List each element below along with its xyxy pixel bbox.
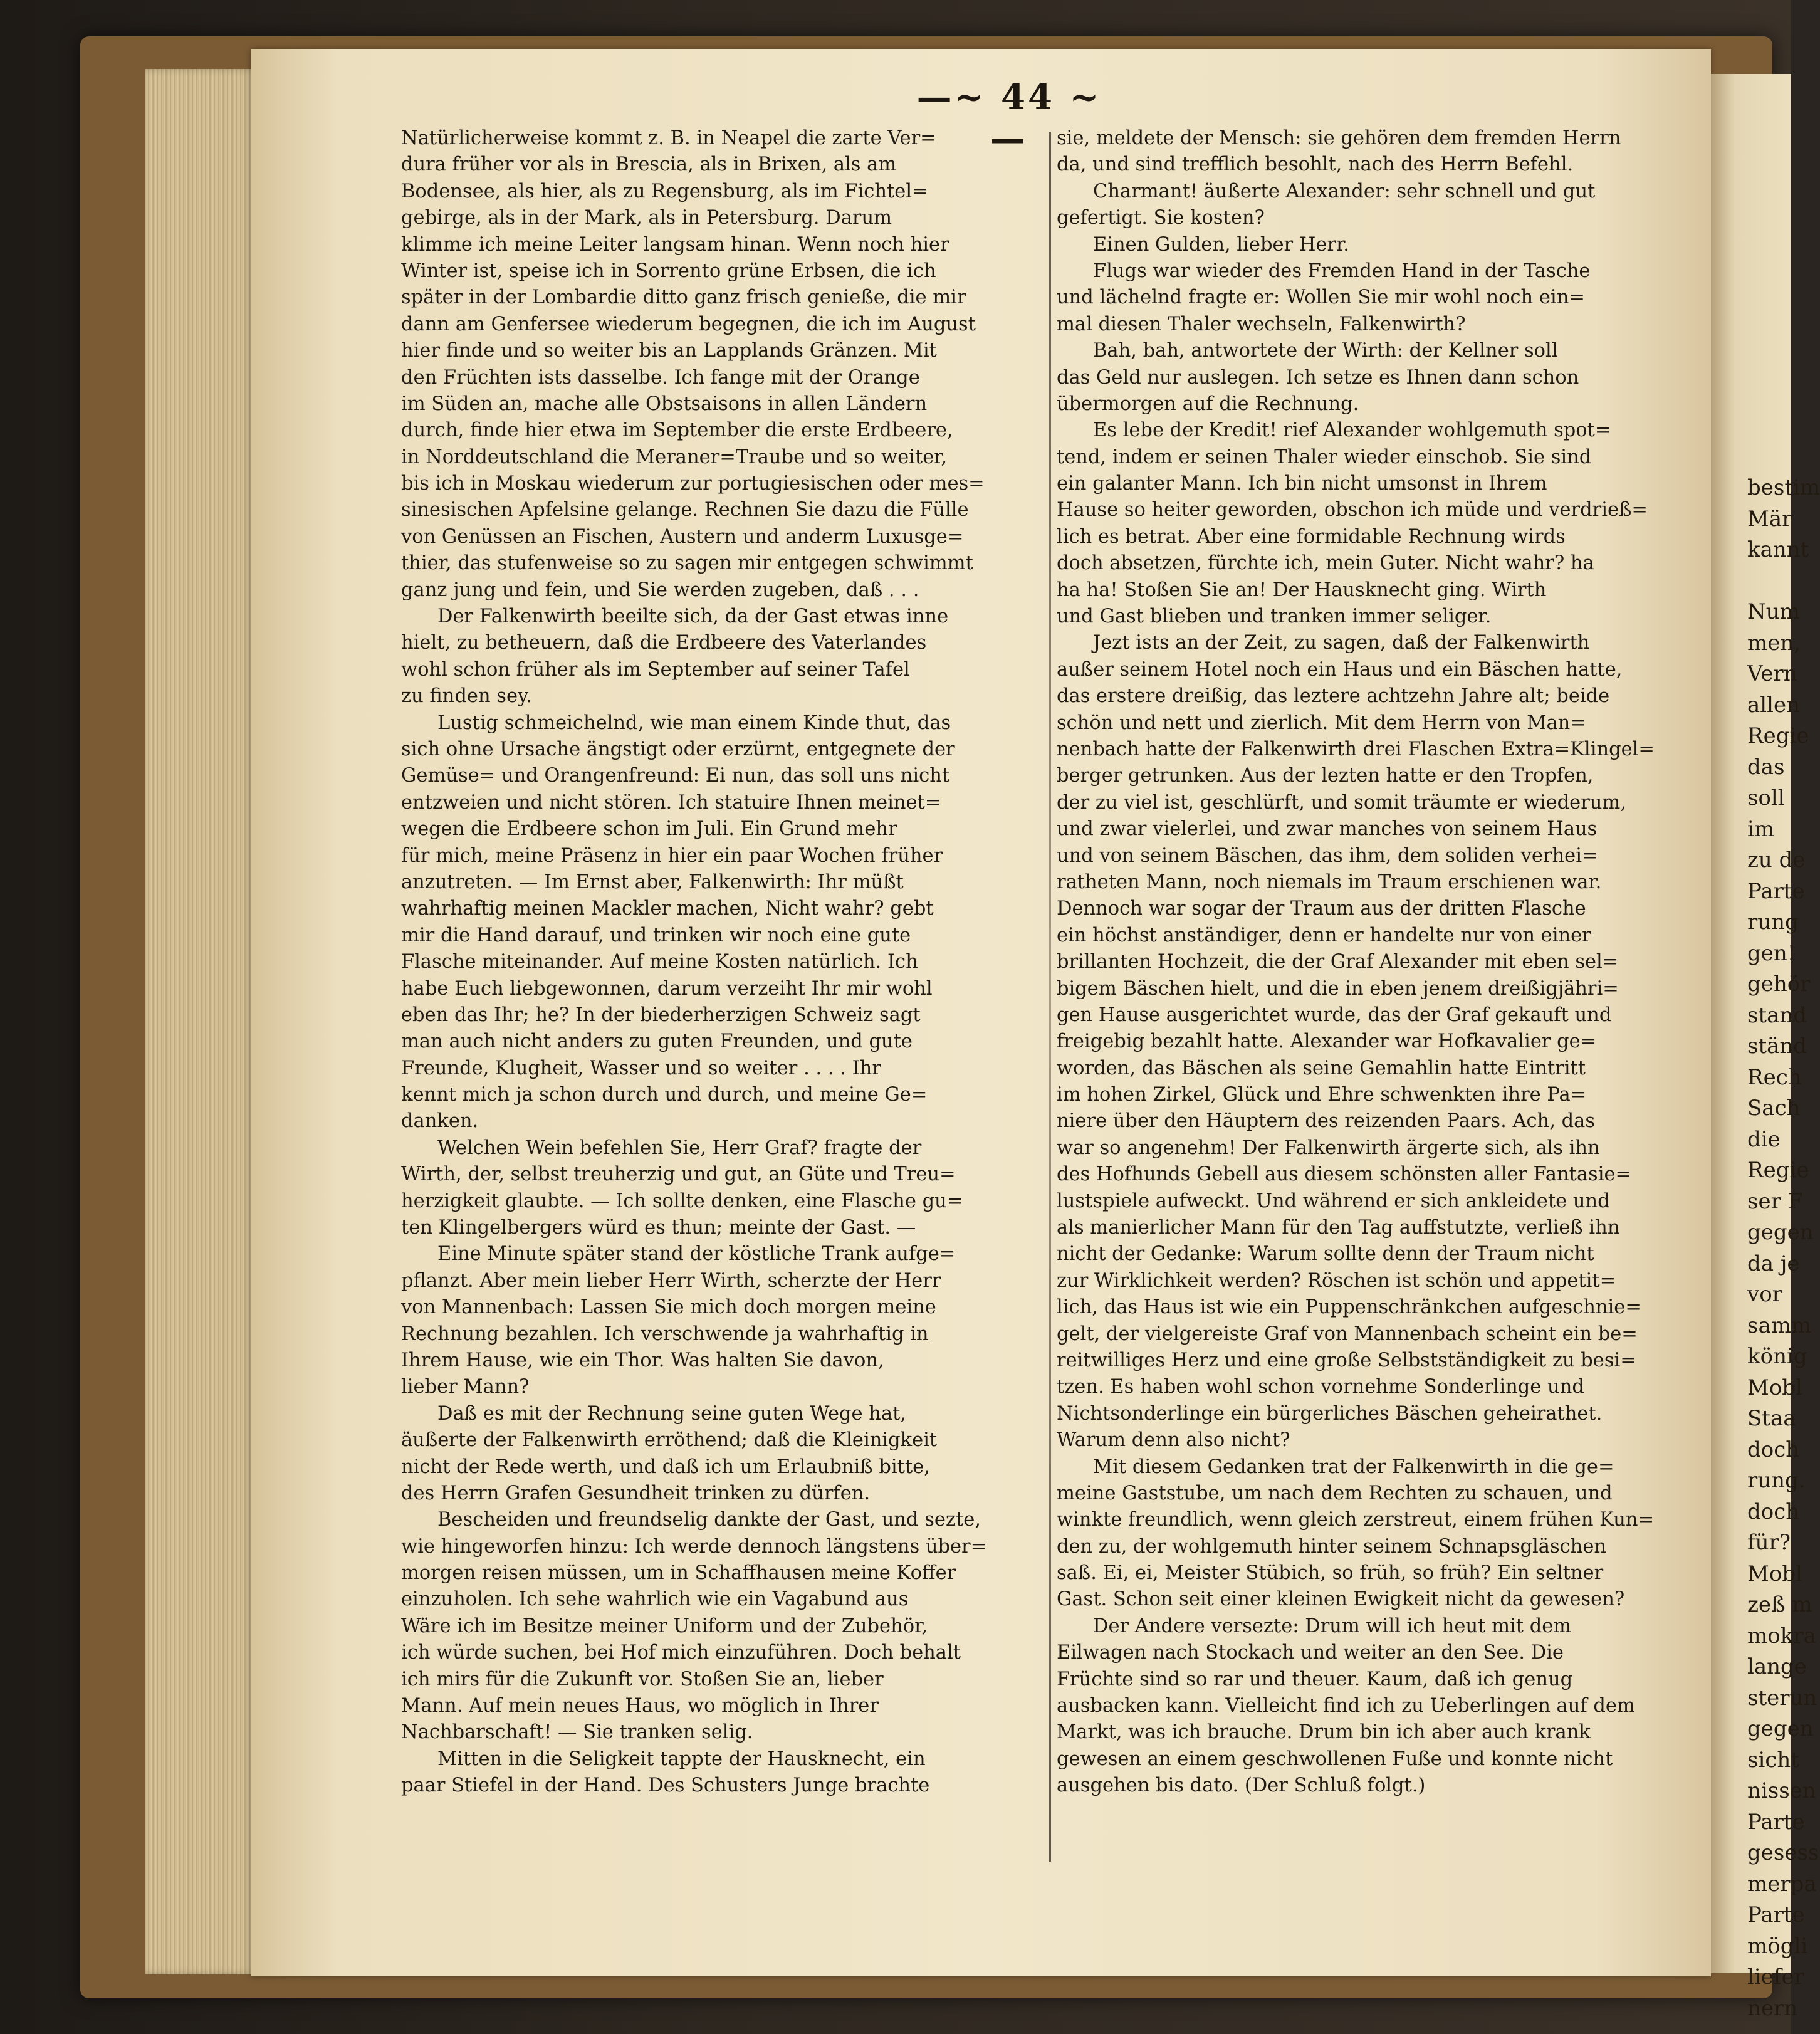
next-page-fragment: rung [1747, 910, 1799, 935]
text-line: Warum denn also nicht? [1057, 1429, 1290, 1452]
next-page-fragment: Mär [1747, 506, 1792, 532]
text-line: gewesen an einem geschwollenen Fuße und konnte nicht [1057, 1748, 1613, 1770]
next-page-fragment: ser F [1747, 1188, 1803, 1214]
text-line: wie hingeworfen hinzu: Ich werde dennoch längstens über= [401, 1535, 987, 1558]
text-line: Nachbarschaft! — Sie tranken selig. [401, 1721, 753, 1744]
next-page-fragment: Vern [1747, 661, 1797, 686]
next-page-fragment: Rech [1747, 1064, 1802, 1090]
text-line: später in der Lombardie ditto ganz frisch genieße, die mir [401, 286, 966, 309]
next-page-fragment: da je [1747, 1250, 1800, 1276]
column-divider [1049, 132, 1051, 1862]
text-line: Rechnung bezahlen. Ich verschwende ja wahrhaftig in [401, 1323, 929, 1345]
next-page-fragment: kannt [1747, 537, 1809, 562]
text-line: und zwar vielerlei, und zwar manches von seinem Haus [1057, 818, 1598, 841]
text-line: habe Euch liebgewonnen, darum verzeiht Ihr mir wohl [401, 977, 933, 1000]
next-page-fragment: mokra [1747, 1623, 1816, 1649]
adjacent-page-edge [1711, 74, 1820, 2021]
next-page-fragment: soll [1747, 785, 1785, 810]
next-page-fragment: allen [1747, 692, 1801, 718]
text-line: ratheten Mann, noch niemals im Traum erschienen war. [1057, 871, 1602, 893]
text-line: dann am Genfersee wiederum begegnen, die ich im August [401, 313, 976, 335]
text-line: den zu, der wohlgemuth hinter seinem Schnapsgläschen [1057, 1535, 1607, 1558]
text-line: lustspiele aufweckt. Und während er sich ankleidete und [1057, 1190, 1610, 1212]
text-line: mir die Hand darauf, und trinken wir noch eine gute [401, 924, 911, 946]
text-line: Der Andere versezte: Drum will ich heut mit dem [1093, 1615, 1572, 1637]
text-line: das erstere dreißig, das leztere achtzehn Jahre alt; beide [1057, 685, 1610, 708]
text-line: ausbacken kann. Vielleicht find ich zu Ueberlingen auf dem [1057, 1695, 1635, 1717]
text-line: ich mirs für die Zukunft vor. Stoßen Sie an, lieber [401, 1668, 884, 1691]
next-page-fragment: gen! [1747, 940, 1796, 966]
text-line: ten Klingelbergers würd es thun; meinte der Gast. — [401, 1217, 916, 1239]
next-page-fragment: Mobl [1747, 1561, 1802, 1586]
text-line: Eine Minute später stand der köstliche Trank aufge= [437, 1243, 956, 1266]
next-page-fragment: Staa [1747, 1406, 1796, 1431]
next-page-fragment: nern [1747, 1995, 1798, 2021]
next-page-fragment: gegen [1747, 1220, 1814, 1245]
text-line: wegen die Erdbeere schon im Juli. Ein Grund mehr [401, 818, 897, 841]
text-line: Flasche miteinander. Auf meine Kosten natürlich. Ich [401, 951, 918, 973]
text-line: Hause so heiter geworden, obschon ich müde und verdrieß= [1057, 499, 1648, 522]
next-page-fragment: nissen [1747, 1778, 1816, 1803]
text-line: ein höchst anständiger, denn er handelte nur von einer [1057, 924, 1591, 946]
next-page-fragment: lange [1747, 1654, 1807, 1679]
text-line: Bah, bah, antwortete der Wirth: der Kellner soll [1093, 340, 1558, 362]
text-line: lich, das Haus ist wie ein Puppenschränkchen aufgeschnie= [1057, 1296, 1641, 1319]
next-page-fragment: doch [1747, 1437, 1800, 1462]
text-line: ha ha! Stoßen Sie an! Der Hausknecht ging. Wirth [1057, 579, 1547, 601]
text-line: thier, das stufenweise so zu sagen mir entgegen schwimmt [401, 552, 973, 575]
text-line: des Hofhunds Gebell aus diesem schönsten aller Fantasie= [1057, 1163, 1632, 1186]
next-page-fragment: Regie [1747, 1158, 1809, 1183]
text-line: Winter ist, speise ich in Sorrento grüne Erbsen, die ich [401, 259, 936, 282]
next-page-fragment: gesess [1747, 1840, 1819, 1865]
next-page-fragment: gehör [1747, 972, 1811, 997]
text-line: worden, das Bäschen als seine Gemahlin hatte Eintritt [1057, 1057, 1586, 1079]
next-page-fragment: könig [1747, 1344, 1807, 1369]
text-line: ich würde suchen, bei Hof mich einzuführen. Doch behalt [401, 1642, 961, 1664]
text-line: mal diesen Thaler wechseln, Falkenwirth? [1057, 313, 1466, 335]
text-line: Mit diesem Gedanken trat der Falkenwirth in die ge= [1093, 1455, 1614, 1478]
text-line: außer seinem Hotel noch ein Haus und ein Bäschen hatte, [1057, 658, 1623, 681]
text-line: Ihrem Hause, wie ein Thor. Was halten Sie davon, [401, 1349, 884, 1371]
text-line: schön und nett und zierlich. Mit dem Herrn von Man= [1057, 711, 1586, 734]
next-page-fragment: für? [1747, 1530, 1791, 1555]
text-line: zu finden sey. [401, 685, 532, 708]
next-page-fragment: vor [1747, 1282, 1782, 1307]
text-line: ganz jung und fein, und Sie werden zugeben, daß . . . [401, 579, 919, 601]
text-line: Bescheiden und freundselig dankte der Gast, und sezte, [437, 1509, 981, 1531]
next-page-fragment: Regie [1747, 723, 1809, 748]
text-line: Eilwagen nach Stockach und weiter an den See. Die [1057, 1642, 1564, 1664]
text-line: Gast. Schon seit einer kleinen Ewigkeit nicht da gewesen? [1057, 1588, 1625, 1611]
next-page-fragment: ständ [1747, 1034, 1807, 1059]
text-line: nenbach hatte der Falkenwirth drei Flaschen Extra=Klingel= [1057, 738, 1655, 760]
page-edges [145, 69, 258, 1974]
text-line: Nichtsonderlinge ein bürgerliches Bäschen geheirathet. [1057, 1402, 1603, 1425]
text-line: einzuholen. Ich sehe wahrlich wie ein Vagabund aus [401, 1588, 909, 1611]
text-line: durch, finde hier etwa im September die erste Erdbeere, [401, 419, 953, 442]
text-line: Bodensee, als hier, als zu Regensburg, als im Fichtel= [401, 180, 928, 202]
text-line: Wirth, der, selbst treuherzig und gut, an Güte und Treu= [401, 1163, 956, 1186]
text-line: danken. [401, 1110, 479, 1133]
right-text-column [1057, 125, 1683, 1800]
text-line: und Gast blieben und tranken immer seliger. [1057, 605, 1492, 628]
text-line: Einen Gulden, lieber Herr. [1093, 233, 1349, 256]
text-line: dura früher vor als in Brescia, als in Brixen, als am [401, 154, 897, 176]
text-line: anzutreten. — Im Ernst aber, Falkenwirth: Ihr müßt [401, 871, 904, 893]
next-page-fragment: Parte [1747, 878, 1805, 904]
text-line: Der Falkenwirth beeilte sich, da der Gast etwas inne [437, 605, 949, 628]
text-line: bis ich in Moskau wiederum zur portugiesischen oder mes= [401, 473, 985, 495]
next-page-fragment: gegen [1747, 1716, 1814, 1741]
next-page-fragment: zu de [1747, 847, 1806, 873]
text-line: entzweien und nicht stören. Ich statuire Ihnen meinet= [401, 791, 941, 814]
text-line: sich ohne Ursache ängstigt oder erzürnt, entgegnete der [401, 738, 955, 760]
text-line: niere über den Häuptern des reizenden Paars. Ach, das [1057, 1110, 1595, 1133]
text-line: tend, indem er seinen Thaler wieder einschob. Sie sind [1057, 446, 1592, 468]
next-page-fragment: liefer [1747, 1964, 1804, 1989]
text-line: wohl schon früher als im September auf seiner Tafel [401, 658, 910, 681]
text-line: Es lebe der Kredit! rief Alexander wohlgemuth spot= [1093, 419, 1611, 442]
text-line: Charmant! äußerte Alexander: sehr schnell und gut [1093, 180, 1596, 202]
text-line: lieber Mann? [401, 1376, 530, 1398]
next-page-fragment: die [1747, 1126, 1781, 1152]
text-line: bigem Bäschen hielt, und die in eben jenem dreißigjähri= [1057, 977, 1619, 1000]
text-line: berger getrunken. Aus der lezten hatte er den Tropfen, [1057, 765, 1594, 787]
text-line: pflanzt. Aber mein lieber Herr Wirth, scherzte der Herr [401, 1269, 941, 1292]
text-line: kennt mich ja schon durch und durch, und meine Ge= [401, 1084, 928, 1106]
text-line: man auch nicht anders zu guten Freunden, und gute [401, 1030, 913, 1053]
folio-ornament-left: —~ [916, 76, 1002, 118]
text-line: herzigkeit glaubte. — Ich sollte denken, eine Flasche gu= [401, 1190, 963, 1212]
text-line: doch absetzen, fürchte ich, mein Guter. Nicht wahr? ha [1057, 552, 1594, 575]
next-page-fragment: doch [1747, 1499, 1800, 1524]
text-line: von Mannenbach: Lassen Sie mich doch morgen meine [401, 1296, 936, 1319]
text-line: paar Stiefel in der Hand. Des Schusters Junge brachte [401, 1775, 930, 1797]
next-page-fragment: Parte [1747, 1902, 1805, 1927]
text-line: eben das Ihr; he? In der biederherzigen Schweiz sagt [401, 1004, 921, 1026]
text-line: den Früchten ists dasselbe. Ich fange mit der Orange [401, 366, 920, 389]
text-line: ausgehen bis dato. (Der Schluß folgt.) [1057, 1775, 1426, 1797]
next-page-fragment: Mobl [1747, 1375, 1802, 1400]
folio-ornament-right: ~— [990, 76, 1102, 159]
next-page-fragment: merpa [1747, 1871, 1817, 1897]
text-line: nicht der Gedanke: Warum sollte denn der Traum nicht [1057, 1243, 1594, 1266]
text-line: gen Hause ausgerichtet wurde, das der Graf gekauft und [1057, 1004, 1612, 1026]
text-line: Markt, was ich brauche. Drum bin ich aber auch krank [1057, 1721, 1591, 1744]
next-page-fragment: mögli [1747, 1933, 1808, 1959]
text-line: Gemüse= und Orangenfreund: Ei nun, das soll uns nicht [401, 765, 950, 787]
text-line: ein galanter Mann. Ich bin nicht umsonst in Ihrem [1057, 473, 1547, 495]
text-line: Daß es mit der Rechnung seine guten Wege hat, [437, 1402, 907, 1425]
text-line: von Genüssen an Fischen, Austern und anderm Luxusge= [401, 525, 964, 548]
text-line: nicht der Rede werth, und daß ich um Erlaubniß bitte, [401, 1455, 930, 1478]
text-line: und lächelnd fragte er: Wollen Sie mir wohl noch ein= [1057, 286, 1585, 309]
text-line: des Herrn Grafen Gesundheit trinken zu dürfen. [401, 1482, 871, 1504]
text-line: Freunde, Klugheit, Wasser und so weiter . . . . Ihr [401, 1057, 881, 1079]
text-line: Früchte sind so rar und theuer. Kaum, daß ich genug [1057, 1668, 1573, 1691]
text-line: lich es betrat. Aber eine formidable Rechnung wirds [1057, 525, 1566, 548]
text-line: für mich, meine Präsenz in hier ein paar Wochen früher [401, 844, 943, 867]
text-line: freigebig bezahlt hatte. Alexander war Hofkavalier ge= [1057, 1030, 1597, 1053]
text-line: übermorgen auf die Rechnung. [1057, 392, 1359, 415]
text-line: im hohen Zirkel, Glück und Ehre schwenkten ihre Pa= [1057, 1084, 1587, 1106]
next-page-fragment: Parte [1747, 1809, 1805, 1835]
next-page-fragment: das [1747, 754, 1785, 780]
text-line: das Geld nur auslegen. Ich setze es Ihnen dann schon [1057, 366, 1579, 389]
next-page-fragment: men, [1747, 630, 1801, 656]
text-line: wahrhaftig meinen Mackler machen, Nicht wahr? gebt [401, 898, 934, 920]
text-line: war so angenehm! Der Falkenwirth ärgerte sich, als ihn [1057, 1136, 1600, 1159]
text-line: gelt, der vielgereiste Graf von Mannenbach scheint ein be= [1057, 1323, 1638, 1345]
text-line: zur Wirklichkeit werden? Röschen ist schön und appetit= [1057, 1269, 1616, 1292]
text-line: hielt, zu betheuern, daß die Erdbeere des Vaterlandes [401, 632, 927, 654]
text-line: als manierlicher Mann für den Tag auffstutzte, verließ ihn [1057, 1217, 1620, 1239]
text-line: brillanten Hochzeit, die der Graf Alexander mit eben sel= [1057, 951, 1619, 973]
text-line: gefertigt. Sie kosten? [1057, 207, 1265, 229]
text-line: Natürlicherweise kommt z. B. in Neapel die zarte Ver= [401, 127, 936, 149]
next-page-fragment: bestim [1747, 475, 1820, 500]
text-line: Mann. Auf mein neues Haus, wo möglich in Ihrer [401, 1695, 879, 1717]
text-line: morgen reisen müssen, um in Schaffhausen meine Koffer [401, 1562, 956, 1585]
next-page-fragment: samm [1747, 1313, 1812, 1338]
text-line: in Norddeutschland die Meraner=Traube und so weiter, [401, 446, 948, 468]
left-text-column [401, 125, 1047, 1800]
next-page-fragment: im [1747, 816, 1775, 842]
next-page-fragment: sicht [1747, 1747, 1799, 1773]
next-page-fragment: rung. [1747, 1468, 1806, 1493]
next-page-fragment: stand [1747, 1002, 1807, 1028]
text-line: Lustig schmeichelnd, wie man einem Kinde thut, das [437, 711, 951, 734]
text-line: hier finde und so weiter bis an Lapplands Gränzen. Mit [401, 340, 937, 362]
text-line: Mitten in die Seligkeit tappte der Hausknecht, ein [437, 1748, 926, 1770]
text-line: meine Gaststube, um nach dem Rechten zu schauen, und [1057, 1482, 1613, 1504]
text-line: winkte freundlich, wenn gleich zerstreut, einem frühen Kun= [1057, 1509, 1655, 1531]
text-line: der zu viel ist, geschlürft, und somit träumte er wiederum, [1057, 791, 1627, 814]
text-line: im Süden an, mache alle Obstsaisons in allen Ländern [401, 392, 928, 415]
next-page-fragment: sterun [1747, 1685, 1817, 1711]
text-line: Dennoch war sogar der Traum aus der dritten Flasche [1057, 898, 1586, 920]
text-line: Wäre ich im Besitze meiner Uniform und der Zubehör, [401, 1615, 928, 1637]
text-line: und von seinem Bäschen, das ihm, dem soliden verhei= [1057, 844, 1598, 867]
next-page-fragment: Sach [1747, 1096, 1801, 1121]
text-line: äußerte der Falkenwirth erröthend; daß die Kleinigkeit [401, 1429, 938, 1452]
text-line: klimme ich meine Leiter langsam hinan. Wenn noch hier [401, 233, 949, 256]
next-page-fragment: Num [1747, 599, 1800, 624]
next-page-fragment: zeß m [1747, 1592, 1812, 1617]
text-line: sinesischen Apfelsine gelange. Rechnen Sie dazu die Fülle [401, 499, 969, 522]
text-line: Jezt ists an der Zeit, zu sagen, daß der Falkenwirth [1093, 632, 1590, 654]
text-line: saß. Ei, ei, Meister Stübich, so früh, so früh? Ein seltner [1057, 1562, 1604, 1585]
text-line: gebirge, als in der Mark, als in Petersburg. Darum [401, 207, 892, 229]
text-line: da, und sind trefflich besohlt, nach des Herrn Befehl. [1057, 154, 1574, 176]
text-line: Welchen Wein befehlen Sie, Herr Graf? fragte der [437, 1136, 922, 1159]
text-line: tzen. Es haben wohl schon vornehme Sonderlinge und [1057, 1376, 1584, 1398]
page-number-value: 44 [1001, 76, 1055, 118]
text-line: sie, meldete der Mensch: sie gehören dem fremden Herrn [1057, 127, 1621, 149]
text-line: reitwilliges Herz und eine große Selbstständigkeit zu besi= [1057, 1349, 1636, 1371]
text-line: Flugs war wieder des Fremden Hand in der Tasche [1093, 259, 1591, 282]
